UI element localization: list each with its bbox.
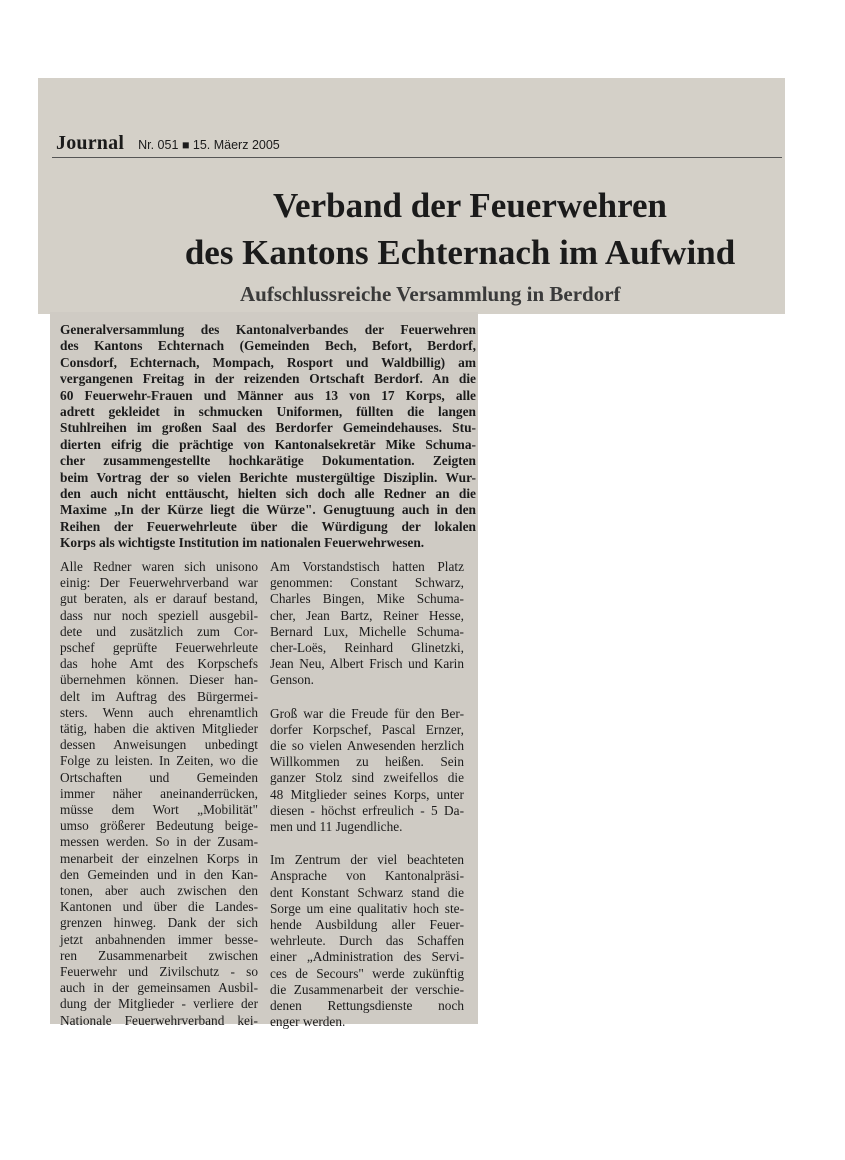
text-line: Korps als wichtigste Institution im nationalen Feuerwehrwesen. bbox=[60, 535, 425, 551]
text-line: tätig, haben die aktiven Mitglieder bbox=[60, 721, 258, 737]
text-line: ren Zusammenarbeit zwischen bbox=[60, 947, 258, 963]
text-line: des Kantons Echternach (Gemeinden Bech, Befort, Berdorf, bbox=[60, 338, 476, 354]
text-line: dessen Anweisungen unbedingt bbox=[60, 737, 258, 753]
text-line: sters. Wenn auch ehrenamtlich bbox=[60, 704, 258, 720]
text-line: Groß war die Freude für den Ber- bbox=[270, 705, 464, 721]
text-line: Sorge um eine qualitativ hoch ste- bbox=[270, 900, 464, 916]
text-line: Jean Neu, Albert Frisch und Karin bbox=[270, 656, 464, 672]
subheadline: Aufschlussreiche Versammlung in Berdorf bbox=[240, 282, 621, 306]
headline-line-2: des Kantons Echternach im Aufwind bbox=[184, 233, 736, 272]
text-line: dent Konstant Schwarz stand die bbox=[270, 884, 464, 900]
lead-paragraph bbox=[60, 322, 476, 552]
text-line: übernehmen können. Dieser han- bbox=[60, 672, 258, 688]
article-column-2 bbox=[270, 559, 464, 1030]
text-line: Folge zu leisten. In Zeiten, wo die bbox=[60, 753, 258, 769]
text-line: dete und zusätzlich zum Cor- bbox=[60, 623, 258, 639]
text-line: Generalversammlung des Kantonalverbandes der Feuerwehren bbox=[60, 322, 476, 337]
text-line: gut beraten, als er darauf bestand, bbox=[60, 591, 258, 607]
text-line: den auch nicht enttäuscht, hielten sich doch alle Redner an die bbox=[60, 486, 476, 502]
text-line: enger werden. bbox=[270, 1014, 346, 1030]
text-line: dorfer Korpschef, Pascal Ernzer, bbox=[270, 721, 464, 737]
text-line: Bernard Lux, Michelle Schuma- bbox=[270, 623, 464, 639]
text-line: Ansprache von Kantonalpräsi- bbox=[270, 868, 464, 884]
text-line: einig: Der Feuerwehrverband war bbox=[60, 575, 258, 591]
text-line: Alle Redner waren sich unisono bbox=[60, 559, 258, 574]
text-line: jetzt anbahnenden immer besse- bbox=[60, 931, 258, 947]
newspaper-name: Journal bbox=[56, 132, 125, 154]
text-line: dass nur noch speziell ausgebil- bbox=[60, 607, 258, 623]
text-line: Maxime „In der Kürze liegt die Würze". Genugtuung auch in den bbox=[60, 502, 476, 518]
text-line: delt im Auftrag des Bürgermei- bbox=[60, 688, 258, 704]
text-line: beim Vortrag der so vielen Berichte mustergültige Disziplin. Wur- bbox=[60, 469, 476, 485]
text-line: müsse dem Wort „Mobilität" bbox=[60, 802, 258, 818]
text-line: Reihen der Feuerwehrleute über die Würdigung der lokalen bbox=[60, 518, 476, 534]
text-line: menarbeit der einzelnen Korps in bbox=[60, 850, 258, 866]
text-line: wehrleute. Durch das Schaffen bbox=[270, 933, 464, 949]
text-line: cher-Loës, Reinhard Glinetzki, bbox=[270, 640, 464, 656]
text-line: ganzer Stolz sind zweifellos die bbox=[270, 770, 464, 786]
text-line: umso größerer Bedeutung beige- bbox=[60, 818, 258, 834]
masthead bbox=[56, 132, 280, 155]
text-line: cher, Jean Bartz, Reiner Hesse, bbox=[270, 607, 464, 623]
text-line: 60 Feuerwehr-Frauen und Männer aus 13 von 17 Korps, alle bbox=[60, 387, 476, 403]
text-line: grenzen hinweg. Dank der sich bbox=[60, 915, 258, 931]
text-line: immer näher aneinanderrücken, bbox=[60, 785, 258, 801]
text-line: Genson. bbox=[270, 672, 314, 688]
text-line: die Zusammenarbeit der verschie- bbox=[270, 981, 464, 997]
text-line: den Gemeinden und in den Kan- bbox=[60, 866, 258, 882]
text-line: pschef geprüfte Feuerwehrleute bbox=[60, 640, 258, 656]
text-line: hende Ausbildung aller Feuer- bbox=[270, 917, 464, 933]
text-line: denen Rettungsdienste noch bbox=[270, 998, 464, 1014]
text-line: Willkommen zu heißen. Sein bbox=[270, 754, 464, 770]
text-line: Charles Bingen, Mike Schuma- bbox=[270, 591, 464, 607]
text-line: das hohe Amt des Korpschefs bbox=[60, 656, 258, 672]
text-line: cher zusammengestellte hochkarätige Dokumentation. Zeigten bbox=[60, 453, 476, 469]
text-line: dung der Mitglieder - verliere der bbox=[60, 996, 258, 1012]
masthead-rule bbox=[52, 157, 782, 158]
text-line: Feuerwehr und Zivilschutz - so bbox=[60, 964, 258, 980]
text-line: vergangenen Freitag in der reizenden Ortschaft Berdorf. An die bbox=[60, 371, 476, 387]
text-line: 48 Mitglieder seines Korps, unter bbox=[270, 786, 464, 802]
text-line: adrett gekleidet in schmucken Uniformen, füllten die langen bbox=[60, 404, 476, 420]
text-line: Ortschaften und Gemeinden bbox=[60, 769, 258, 785]
text-line: Im Zentrum der viel beachteten bbox=[270, 852, 464, 868]
text-line: ces de Secours" werde zukünftig bbox=[270, 965, 464, 981]
article-column-1 bbox=[60, 559, 258, 1029]
text-line: die so vielen Anwesenden herzlich bbox=[270, 738, 464, 754]
text-line: einer „Administration des Servi- bbox=[270, 949, 464, 965]
text-line: genommen: Constant Schwarz, bbox=[270, 575, 464, 591]
text-line: Kantonen und über die Landes- bbox=[60, 899, 258, 915]
text-line: men und 11 Jugendliche. bbox=[270, 819, 403, 835]
issue-info: Nr. 051 ■ 15. Mäerz 2005 bbox=[138, 138, 280, 152]
text-line: Nationale Feuerwehrverband kei- bbox=[60, 1012, 258, 1028]
text-line: dierten eifrig die prächtige von Kantonalsekretär Mike Schuma- bbox=[60, 436, 476, 452]
text-line: diesen - höchst erfreulich - 5 Da- bbox=[270, 802, 464, 818]
text-line: Stuhlreihen im großen Saal des Berdorfer Gemeindehauses. Stu- bbox=[60, 420, 476, 436]
text-line: auch in der gemeinsamen Ausbil- bbox=[60, 980, 258, 996]
text-line: tonen, aber auch zwischen den bbox=[60, 883, 258, 899]
headline-line-1: Verband der Feuerwehren bbox=[272, 186, 668, 225]
text-line: Am Vorstandstisch hatten Platz bbox=[270, 559, 464, 574]
text-line: messen werden. So in der Zusam- bbox=[60, 834, 258, 850]
text-line: Consdorf, Echternach, Mompach, Rosport und Waldbillig) am bbox=[60, 354, 476, 370]
